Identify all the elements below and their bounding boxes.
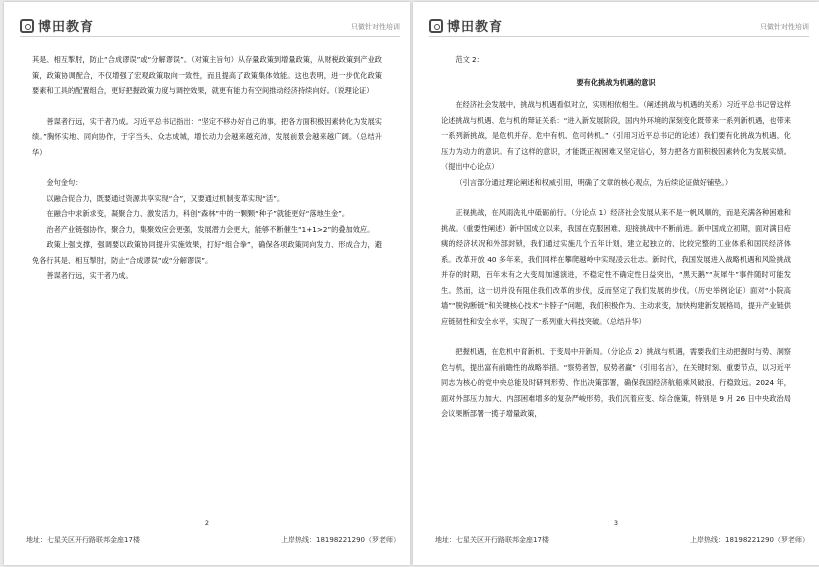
header-slogan: 只做针对性培训 <box>760 23 809 31</box>
page-number: 2 <box>204 519 210 527</box>
page-body <box>441 52 791 422</box>
footer-hotline: 上岸热线：18198221290（罗老师） <box>281 536 400 544</box>
page-header <box>4 2 410 36</box>
paragraph: 善谋者行远，实干者乃成。习近平总书记指出：“坚定不移办好自己的事，把各方面积极因素转化为发展实绩。”胸怀实地、同向协作，于字当头、众志成城，增长动力会越来越充沛，发展前景会越来越广阔。（总结升华） <box>32 116 382 157</box>
paragraph: 在经济社会发展中，挑战与机遇看似对立，实则相依相生。（阐述挑战与机遇的关系）习近平总书记曾这样论述挑战与机遇、危与机的辩证关系：“进入新发展阶段，国内外环境的深刻变化既带来一系列新机遇，也带来一系列新挑战，是危机并存、危中有机、危可转机。”（引用习近平总书记的论述）我们要有化挑战为机遇、化压力为动力的意识。有了这样的意识，才能既正视困难又坚定信心，努力把各方面积极因素转化为发展实绩。（提出中心论点） <box>441 100 791 172</box>
page-body <box>32 52 382 284</box>
paragraph: 善谋者行远，实干者乃成。 <box>46 271 133 280</box>
brand-logo-icon <box>20 19 34 33</box>
brand-logo-icon <box>429 19 443 33</box>
footer-address: 地址：七星关区开行路联邦金座17楼 <box>26 536 140 544</box>
brand-logo <box>20 16 94 35</box>
header-divider <box>20 36 400 37</box>
spacer <box>32 99 382 114</box>
paragraph: 正视挑战，在风雨洗礼中砥砺前行。（分论点 1）经济社会发展从来不是一帆风顺的，而是充满各种困难和挑战。（重要性阐述）新中国成立以来，我国在克服困难、迎接挑战中不断前进。新中国成立初期，面对满目疮痍的经济状况和外部封锁，我们通过实施几个五年计划，建立起独立的、比较完整的工业体系和国民经济体系。改革开放 40 多年来，我们同样在攀爬越岭中实现凌云壮志。新时代，我国发展进入战略机遇和风险挑战并存的时期，百年未有之大变局加速演进，不稳定性不确定性日益突出，“黑天鹅”“灰犀牛”事件随时可能发生。然而，这一切并没有阻住我们改革的步伐，反而坚定了我们发展的步伐。（历史举例论证）面对“小院高墙”“脱钩断链”和关键核心技术“卡脖子”问题，我们积极作为、主动求变，加快构建新发展格局，提升产业链供应链韧性和安全水平，实现了一系列重大科技突破。（总结升华） <box>441 208 791 326</box>
spacer <box>441 329 791 344</box>
brand-logo <box>429 16 503 35</box>
header-slogan: 只做针对性培训 <box>351 23 400 31</box>
paragraph: （引言部分通过理论阐述和权威引用，明确了文章的核心观点，为后续论证做好铺垫。） <box>455 177 733 187</box>
document-page-left <box>4 2 410 565</box>
paragraph: 在融合中求新求变，凝聚合力、激发活力，科创“森林”中的一颗颗“种子”就能更好“落地生金”。 <box>46 209 350 218</box>
page-header <box>413 2 819 36</box>
essay-label: 范文 2： <box>455 55 484 64</box>
brand-name: 博田教育 <box>38 20 95 35</box>
footer-hotline: 上岸热线：18198221290（罗老师） <box>690 536 809 544</box>
document-page-right <box>413 2 819 565</box>
spacer <box>441 190 791 205</box>
paragraph: 政策上强支撑，强调要以政策协同提升实施效果，打好“组合拳”，确保各项政策同向发力、形成合力，避免各行其是、相互掣肘，防止“合成谬误”或“分解谬误”。 <box>32 240 382 265</box>
paragraph: 把握机遇，在危机中育新机、于变局中开新局。（分论点 2）挑战与机遇，需要我们主动把握时与势、洞察危与机，提出富有前瞻性的战略举措。“察势者智，驭势者赢”（引用名言），在关键时刻、重要节点，以习近平同志为核心的党中央总能及时研判形势、作出决策部署，确保我国经济航船乘风破浪、行稳致远。2024 年，面对外部压力加大、内部困难增多的复杂严峻形势，我们沉着应变、综合施策，特别是 9 月 26 日中央政治局会议果断部署一揽子增量政策， <box>441 347 791 419</box>
footer-address: 地址：七星关区开行路联邦金座17楼 <box>435 536 549 544</box>
paragraph: 治者产业链强协作，聚合力，集聚效应会更强，发展潜力会更大，能够不断催生“1+1>2”的叠加效应。 <box>46 224 375 234</box>
essay-title: 要有化挑战为机遇的意识 <box>576 77 656 87</box>
section-heading: 金句金句： <box>46 178 83 187</box>
page-number: 3 <box>613 519 619 527</box>
paragraph: 其是、相互掣肘，防止“合成谬误”或“分解谬误”。（对策主旨句）从存量政策到增量政策，从财税政策到产业政策，政策协调配合，不仅增强了宏观政策取向一致性，而且提高了政策集体效能。这也表明，进一步优化政策要素和工具的配置组合，更好把握政策力度与调控效果，就更有能力有空间推动经济持续向好。（说理论证） <box>32 55 382 95</box>
spacer <box>32 160 382 175</box>
paragraph: 以融合促合力，既要通过资源共享实现“合”，又要通过机制变革实现“活”。 <box>46 193 285 203</box>
header-divider <box>429 36 809 37</box>
brand-name: 博田教育 <box>447 20 504 35</box>
